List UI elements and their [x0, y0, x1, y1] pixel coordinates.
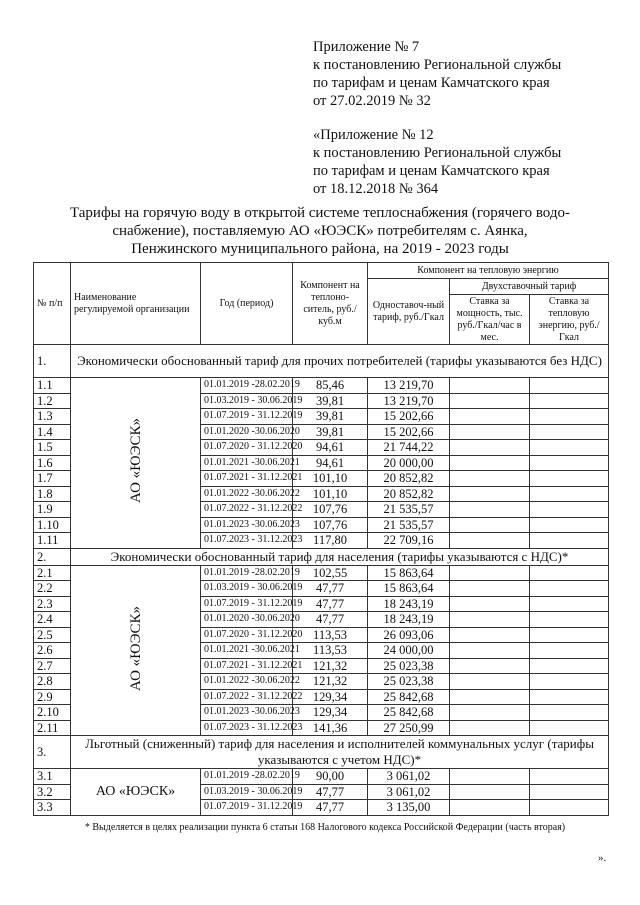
closing-quote: ». [598, 852, 607, 864]
capacity-cell [450, 455, 530, 471]
single-rate-cell: 3 135,00 [368, 800, 450, 816]
period-cell: 01.07.2020 - 31.12.2020 [201, 627, 293, 643]
single-rate-cell: 22 709,16 [368, 533, 450, 549]
carrier-cell: 129,34 [293, 689, 368, 705]
header-energy-group: Компонент на тепловую энергию [368, 263, 609, 279]
capacity-cell [450, 769, 530, 785]
header-org: Наименование регулируемой организации [71, 263, 201, 345]
row-num: 2.1 [34, 565, 71, 581]
header-capacity: Ставка за мощность, тыс. руб./Гкал/час в мес. [450, 295, 530, 345]
energy-rate-cell [530, 440, 609, 456]
carrier-cell: 47,77 [293, 800, 368, 816]
period-cell: 01.01.2021 -30.06.2021 [201, 643, 293, 659]
row-num: 1.2 [34, 393, 71, 409]
carrier-cell: 85,46 [293, 378, 368, 394]
row-num: 1.10 [34, 517, 71, 533]
section-row [34, 345, 609, 378]
energy-rate-cell [530, 455, 609, 471]
header-carrier: Компонент на теплоно-ситель, руб./куб.м [293, 263, 368, 345]
carrier-cell: 113,53 [293, 627, 368, 643]
period-cell: 01.07.2022 - 31.12.2022 [201, 689, 293, 705]
capacity-cell [450, 612, 530, 628]
energy-rate-cell [530, 565, 609, 581]
period-cell: 01.07.2020 - 31.12.2020 [201, 440, 293, 456]
header-two-part: Двухставочный тариф [450, 279, 609, 295]
title-line: Тарифы на горячую воду в открытой системе теплоснабжения (горячего водо- [69, 205, 571, 221]
carrier-cell: 141,36 [293, 720, 368, 736]
energy-rate-cell [530, 784, 609, 800]
capacity-cell [450, 393, 530, 409]
section-title: Экономически обоснованный тариф для населения (тарифы указываются с НДС)* [71, 548, 609, 565]
org-name: АО «ЮЭСК» [95, 783, 176, 799]
org-name: АО «ЮЭСК» [127, 418, 144, 504]
row-num: 1.5 [34, 440, 71, 456]
carrier-cell: 94,61 [293, 455, 368, 471]
header-num: № п/п [34, 263, 71, 345]
period-cell: 01.01.2020 -30.06.2020 [201, 424, 293, 440]
row-num: 2.10 [34, 705, 71, 721]
row-num: 1.7 [34, 471, 71, 487]
row-num: 3.2 [34, 784, 71, 800]
single-rate-cell: 25 842,68 [368, 689, 450, 705]
carrier-cell: 101,10 [293, 486, 368, 502]
single-rate-cell: 21 535,57 [368, 502, 450, 518]
period-cell: 01.01.2019 -28.02.2019 [201, 378, 293, 394]
section-num: 3. [34, 736, 71, 769]
header-line: по тарифам и ценам Камчатского края [313, 163, 550, 179]
header-line: от 18.12.2018 № 364 [313, 181, 439, 197]
energy-rate-cell [530, 674, 609, 690]
table-row [34, 378, 609, 394]
header-line: к постановлению Региональной службы [313, 145, 562, 161]
header-line: по тарифам и ценам Камчатского края [313, 75, 550, 91]
row-num: 2.3 [34, 596, 71, 612]
section-row [34, 736, 609, 769]
single-rate-cell: 21 535,57 [368, 517, 450, 533]
section-title: Экономически обоснованный тариф для прочих потребителей (тарифы указываются без НДС) [71, 345, 609, 378]
period-cell: 01.01.2020 -30.06.2020 [201, 612, 293, 628]
carrier-cell: 47,77 [293, 581, 368, 597]
energy-rate-cell [530, 705, 609, 721]
period-cell: 01.07.2022 - 31.12.2022 [201, 502, 293, 518]
period-cell: 01.01.2019 -28.02.2019 [201, 769, 293, 785]
period-cell: 01.01.2021 -30.06.2021 [201, 455, 293, 471]
row-num: 2.5 [34, 627, 71, 643]
single-rate-cell: 25 023,38 [368, 674, 450, 690]
carrier-cell: 47,77 [293, 596, 368, 612]
period-cell: 01.01.2022 -30.06.2022 [201, 486, 293, 502]
energy-rate-cell [530, 424, 609, 440]
org-name: АО «ЮЭСК» [127, 605, 144, 691]
tariff-table [33, 262, 609, 816]
energy-rate-cell [530, 471, 609, 487]
energy-rate-cell [530, 627, 609, 643]
single-rate-cell: 26 093,06 [368, 627, 450, 643]
energy-rate-cell [530, 658, 609, 674]
row-num: 2.8 [34, 674, 71, 690]
capacity-cell [450, 533, 530, 549]
capacity-cell [450, 440, 530, 456]
header-energy-rate: Ставка за тепловую энергию, руб./Гкал [530, 295, 609, 345]
energy-rate-cell [530, 720, 609, 736]
energy-rate-cell [530, 378, 609, 394]
period-cell: 01.07.2021 - 31.12.2021 [201, 471, 293, 487]
carrier-cell: 90,00 [293, 769, 368, 785]
capacity-cell [450, 705, 530, 721]
carrier-cell: 121,32 [293, 674, 368, 690]
period-cell: 01.07.2019 - 31.12.2019 [201, 409, 293, 425]
carrier-cell: 121,32 [293, 658, 368, 674]
header-period: Год (период) [201, 263, 293, 345]
capacity-cell [450, 378, 530, 394]
capacity-cell [450, 424, 530, 440]
capacity-cell [450, 486, 530, 502]
energy-rate-cell [530, 800, 609, 816]
energy-rate-cell [530, 393, 609, 409]
single-rate-cell: 15 863,64 [368, 565, 450, 581]
row-num: 1.1 [34, 378, 71, 394]
row-num: 2.4 [34, 612, 71, 628]
period-cell: 01.01.2023 -30.06.2023 [201, 705, 293, 721]
period-cell: 01.01.2022 -30.06.2022 [201, 674, 293, 690]
energy-rate-cell [530, 769, 609, 785]
carrier-cell: 39,81 [293, 409, 368, 425]
appendix-7-header [313, 38, 561, 110]
row-num: 1.4 [34, 424, 71, 440]
carrier-cell: 102,55 [293, 565, 368, 581]
capacity-cell [450, 502, 530, 518]
carrier-cell: 39,81 [293, 424, 368, 440]
period-cell: 01.07.2023 - 31.12.2023 [201, 720, 293, 736]
table-body [34, 345, 609, 816]
capacity-cell [450, 471, 530, 487]
row-num: 1.11 [34, 533, 71, 549]
single-rate-cell: 15 202,66 [368, 409, 450, 425]
energy-rate-cell [530, 689, 609, 705]
row-num: 1.9 [34, 502, 71, 518]
title-line: Пенжинского муниципального района, на 2019 - 2023 годы [131, 241, 509, 257]
capacity-cell [450, 643, 530, 659]
carrier-cell: 129,34 [293, 705, 368, 721]
period-cell: 01.07.2023 - 31.12.2023 [201, 533, 293, 549]
appendix-12-header [313, 126, 561, 198]
carrier-cell: 47,77 [293, 612, 368, 628]
header-line: от 27.02.2019 № 32 [313, 93, 431, 109]
org-cell [71, 565, 201, 736]
single-rate-cell: 18 243,19 [368, 612, 450, 628]
document-title [40, 204, 600, 258]
single-rate-cell: 13 219,70 [368, 393, 450, 409]
capacity-cell [450, 784, 530, 800]
single-rate-cell: 24 000,00 [368, 643, 450, 659]
section-title: Льготный (сниженный) тариф для населения и исполнителей коммунальных услуг (тарифы указываются с учетом НДС)* [71, 736, 609, 769]
period-cell: 01.01.2019 -28.02.2019 [201, 565, 293, 581]
capacity-cell [450, 596, 530, 612]
carrier-cell: 117,80 [293, 533, 368, 549]
energy-rate-cell [530, 612, 609, 628]
header-line: «Приложение № 12 [313, 127, 434, 143]
row-num: 2.7 [34, 658, 71, 674]
energy-rate-cell [530, 533, 609, 549]
single-rate-cell: 15 863,64 [368, 581, 450, 597]
energy-rate-cell [530, 596, 609, 612]
carrier-cell: 113,53 [293, 643, 368, 659]
header-line: к постановлению Региональной службы [313, 57, 562, 73]
carrier-cell: 101,10 [293, 471, 368, 487]
single-rate-cell: 15 202,66 [368, 424, 450, 440]
single-rate-cell: 27 250,99 [368, 720, 450, 736]
row-num: 2.11 [34, 720, 71, 736]
capacity-cell [450, 674, 530, 690]
period-cell: 01.07.2019 - 31.12.2019 [201, 596, 293, 612]
single-rate-cell: 21 744,22 [368, 440, 450, 456]
single-rate-cell: 20 852,82 [368, 486, 450, 502]
header-single: Одноставоч-ный тариф, руб./Гкал [368, 279, 450, 345]
period-cell: 01.01.2023 -30.06.2023 [201, 517, 293, 533]
row-num: 1.6 [34, 455, 71, 471]
row-num: 2.6 [34, 643, 71, 659]
org-cell [71, 378, 201, 549]
energy-rate-cell [530, 643, 609, 659]
energy-rate-cell [530, 486, 609, 502]
capacity-cell [450, 800, 530, 816]
carrier-cell: 107,76 [293, 517, 368, 533]
carrier-cell: 107,76 [293, 502, 368, 518]
table-row [34, 565, 609, 581]
row-num: 3.1 [34, 769, 71, 785]
row-num: 2.2 [34, 581, 71, 597]
single-rate-cell: 3 061,02 [368, 784, 450, 800]
title-line: снабжение), поставляемую АО «ЮЭСК» потребителям с. Аянка, [112, 223, 528, 239]
section-num: 2. [34, 548, 71, 565]
energy-rate-cell [530, 409, 609, 425]
single-rate-cell: 20 000,00 [368, 455, 450, 471]
row-num: 3.3 [34, 800, 71, 816]
capacity-cell [450, 581, 530, 597]
single-rate-cell: 18 243,19 [368, 596, 450, 612]
carrier-cell: 47,77 [293, 784, 368, 800]
section-num: 1. [34, 345, 71, 378]
single-rate-cell: 13 219,70 [368, 378, 450, 394]
section-row [34, 548, 609, 565]
capacity-cell [450, 517, 530, 533]
period-cell: 01.07.2021 - 31.12.2021 [201, 658, 293, 674]
row-num: 2.9 [34, 689, 71, 705]
header-line: Приложение № 7 [313, 39, 420, 55]
period-cell: 01.07.2019 - 31.12.2019 [201, 800, 293, 816]
single-rate-cell: 25 023,38 [368, 658, 450, 674]
capacity-cell [450, 689, 530, 705]
period-cell: 01.03.2019 - 30.06.2019 [201, 784, 293, 800]
capacity-cell [450, 720, 530, 736]
single-rate-cell: 20 852,82 [368, 471, 450, 487]
carrier-cell: 39,81 [293, 393, 368, 409]
energy-rate-cell [530, 517, 609, 533]
energy-rate-cell [530, 502, 609, 518]
period-cell: 01.03.2019 - 30.06.2019 [201, 581, 293, 597]
capacity-cell [450, 627, 530, 643]
table-row [34, 769, 609, 785]
footnote: * Выделяется в целях реализации пункта 6 статьи 168 Налогового кодекса Российской Федерации (часть вторая) [84, 822, 566, 833]
capacity-cell [450, 409, 530, 425]
single-rate-cell: 25 842,68 [368, 705, 450, 721]
carrier-cell: 94,61 [293, 440, 368, 456]
single-rate-cell: 3 061,02 [368, 769, 450, 785]
org-cell [71, 769, 201, 816]
row-num: 1.8 [34, 486, 71, 502]
capacity-cell [450, 565, 530, 581]
row-num: 1.3 [34, 409, 71, 425]
capacity-cell [450, 658, 530, 674]
energy-rate-cell [530, 581, 609, 597]
period-cell: 01.03.2019 - 30.06.2019 [201, 393, 293, 409]
